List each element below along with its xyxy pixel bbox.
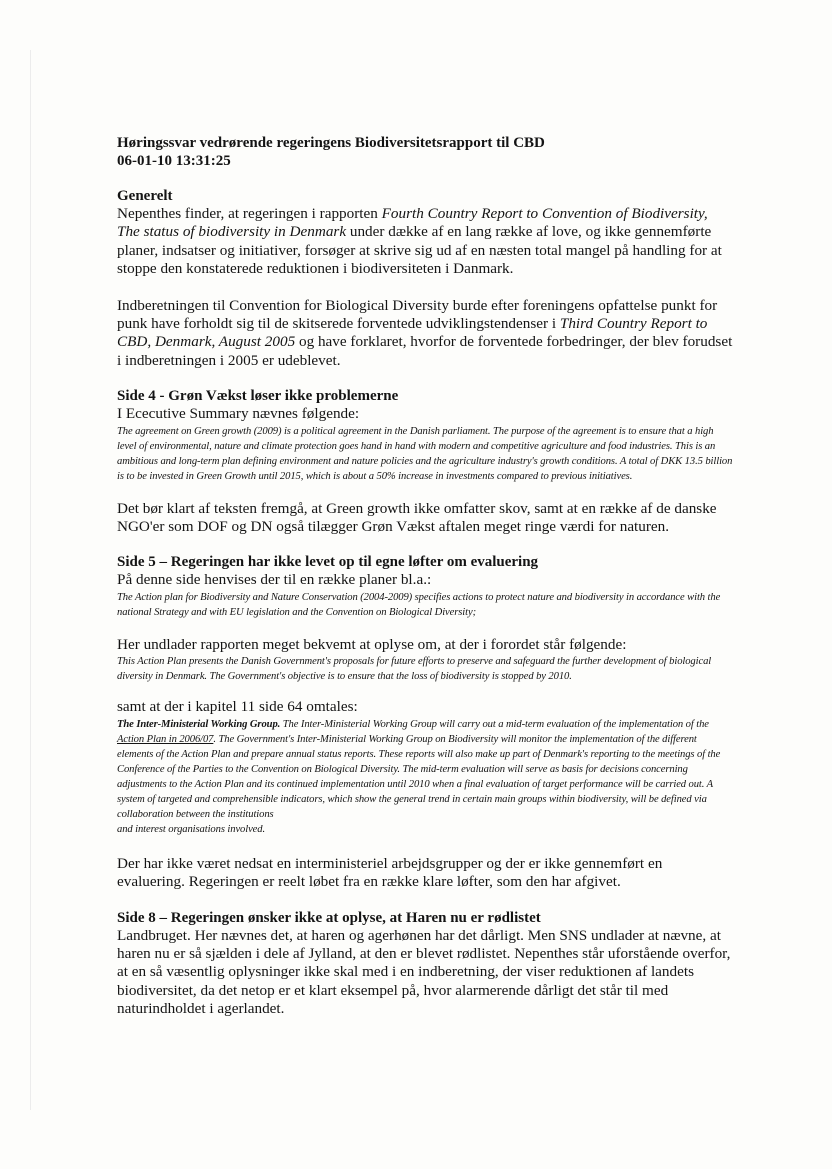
generelt-p1-report-title: Fourth Country Report to Convention of Biodiversity, The status of biodiversity in Denmark	[117, 205, 708, 241]
side5-intro-3: samt at der i kapitel 11 side 64 omtales:	[117, 698, 358, 716]
generelt-p1-text-a: Nepenthes finder, at regeringen i rapporten	[117, 205, 382, 222]
document-title: Høringssvar vedrørende regeringens Biodiversitetsrapport til CBD	[117, 135, 545, 151]
side5-comment: Der har ikke været nedsat en interministeriel arbejdsgrupper og der er ikke gennemført en evaluering. Regeringen er reelt løbet fra en række klare løfter, som den har afgivet.	[117, 854, 663, 891]
side5-quote-3-lead: The Inter-Ministerial Working Group.	[117, 718, 281, 730]
side4-quote: The agreement on Green growth (2009) is a political agreement in the Danish parliament. The purpose of the agreement is to ensure that a high level of environmental, nature and climate protection goes hand in hand with modern and competitive agriculture and food industries. This is an ambitious and long-term plan defining environment and nature policies and the agriculture industry's growth conditions. A total of DKK 13.5 billion is to be invested in Green Growth until 2015, which is about a 50% increase in investments compared to previous initiatives.	[117, 425, 733, 482]
side8-body: Landbruget. Her nævnes det, at haren og agerhønen har det dårligt. Men SNS undlader at nævne, at haren nu er så sjælden i dele af Jylland, at den er blevet rødlistet. Nepenthes står uforstående overfor, at en så væsentlig oplysninger ikke skal med i en indberetning, der viser reduktionen af landets biodiversitet, da det netop er et klart eksempel på, hvor alarmerende dårligt det står til med naturindholdet i agerlandet.	[117, 926, 731, 1018]
side5-quote-3-text-c: and interest organisations involved.	[117, 823, 266, 835]
heading-side-5: Side 5 – Regeringen har ikke levet op til egne løfter om evaluering	[117, 554, 539, 571]
side5-intro: På denne side henvises der til en række planer bl.a.:	[117, 571, 432, 589]
heading-side-8: Side 8 – Regeringen ønsker ikke at oplyse, at Haren nu er rødlistet	[117, 909, 541, 926]
side4-intro: I Ececutive Summary nævnes følgende:	[117, 405, 360, 423]
side5-intro-2: Her undlader rapporten meget bekvemt at oplyse om, at der i forordet står følgende:	[117, 635, 627, 653]
side5-quote-1: The Action plan for Biodiversity and Nature Conservation (2004-2009) specifies actions to protect nature and biodiversity in accordance with the national Strategy and with EU legislation and the Convention on Biological Diversity;	[117, 591, 721, 618]
heading-side-4: Side 4 - Grøn Vækst løser ikke problemerne	[117, 388, 399, 405]
scan-margin-line	[30, 50, 31, 1110]
side5-quote-3	[117, 717, 733, 837]
side5-quote-3-text-b: . The Government's Inter-Ministerial Working Group on Biodiversity will monitor the implementation of the different elements of the Action Plan and prepare annual status reports. These reports will also make up part of Denmark's reporting to the meetings of the Conference of the Parties to the Convention on Biological Diversity. The mid-term evaluation will serve as basis for decisions concerning adjustments to the Action Plan and its continued implementation until 2010 when a final evaluation of target performance will be carried out. A system of targeted and comprehensible indicators, which show the general trend in certain main groups within biodiversity, will be defined via collaboration between the institutions	[117, 733, 721, 820]
document-datetime: 06-01-10 13:31:25	[117, 153, 231, 169]
generelt-p2-report-title: Third Country Report to CBD, Denmark, August 2005	[117, 315, 708, 351]
document-body	[117, 134, 733, 1019]
generelt-p2-text-b: og have forklaret, hvorfor de forventede forbedringer, der blev forudset i indberetningen i 2005 er udeblevet.	[117, 333, 733, 369]
side4-comment: Det bør klart af teksten fremgå, at Green growth ikke omfatter skov, samt at en række af de danske NGO'er som DOF og DN også tilægger Grøn Vækst aftalen meget ringe værdi for naturen.	[117, 499, 717, 536]
side5-quote-2: This Action Plan presents the Danish Government's proposals for future efforts to preserve and safeguard the further development of biological diversity in Denmark. The Government's objective is to ensure that the loss of biodiversity is stopped by 2010.	[117, 656, 712, 683]
generelt-p2-text-a: Indberetningen til Convention for Biological Diversity burde efter foreningens opfattelse punkt for punk have forholdt sig til de skitserede forventede udviklingstendenser i	[117, 296, 718, 333]
heading-generelt: Generelt	[117, 188, 173, 204]
generelt-p1-text-b: under dække af en lang række af love, og ikke gennemførte planer, indsatser og initiativer, forsøger at skrive sig ud af en næsten total mangel på handling for at stoppe den konstaterede reduktionen i biodiversiteten i Danmark.	[117, 223, 722, 278]
side5-quote-3-action-plan-link: Action Plan in 2006/07	[117, 733, 214, 745]
generelt-paragraph-2	[117, 297, 733, 371]
side5-quote-3-text-a: The Inter-Ministerial Working Group will carry out a mid-term evaluation of the implementation of the	[280, 718, 709, 730]
generelt-paragraph-1	[117, 205, 733, 279]
